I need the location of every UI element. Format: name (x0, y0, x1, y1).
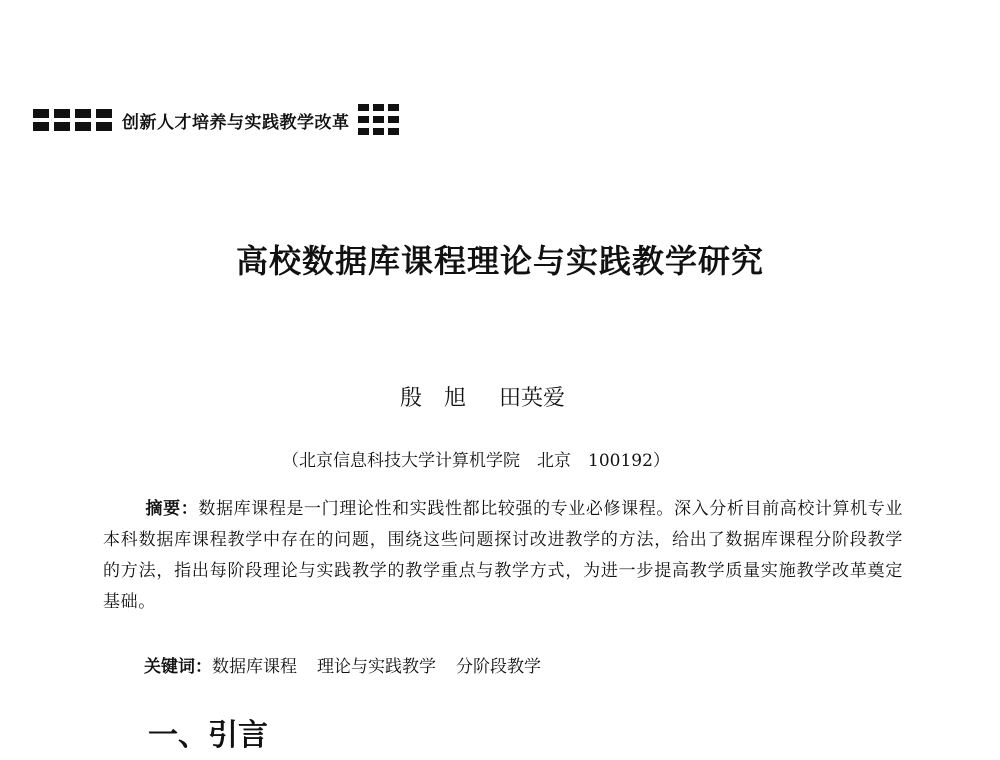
author-affiliation: （北京信息科技大学计算机学院 北京 100192） (282, 451, 670, 471)
author-list (400, 381, 565, 412)
abstract-text: 数据库课程是一门理论性和实践性都比较强的专业必修课程。深入分析目前高校计算机专业本科数据库课程教学中存在的问题，围绕这些问题探讨改进教学的方法，给出了数据库课程分阶段教学的方法，指出每阶段理论与实践教学的教学重点与教学方式，为进一步提高教学质量实施教学改革奠定基础。 (103, 499, 903, 612)
abstract-label: 摘要： (145, 499, 199, 519)
keywords-label: 关键词： (144, 657, 212, 677)
column-header-banner (33, 100, 399, 140)
author-name: 殷 旭 (400, 386, 467, 411)
right-block-ornament (358, 104, 399, 137)
keyword-item: 分阶段教学 (456, 657, 541, 677)
keyword-item: 理论与实践教学 (317, 657, 436, 677)
abstract (103, 494, 903, 618)
column-title: 创新人才培养与实践教学改革 (122, 112, 350, 133)
section-heading: 一、引言 (148, 718, 268, 753)
paper-title: 高校数据库课程理论与实践教学研究 (235, 242, 764, 280)
author-name: 田英爱 (499, 386, 566, 411)
left-block-ornament (33, 109, 112, 131)
keyword-item: 数据库课程 (212, 657, 297, 677)
keywords-line (144, 652, 541, 677)
